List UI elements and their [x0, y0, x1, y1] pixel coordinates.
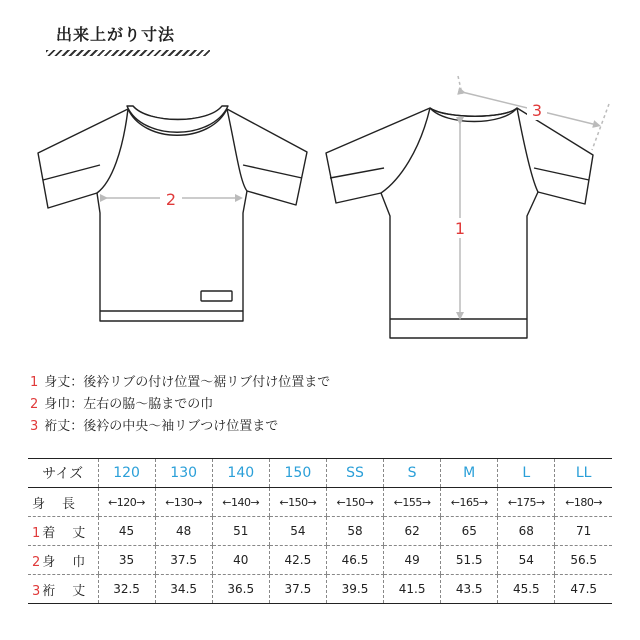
size-header-row [28, 459, 612, 488]
table-cell: ←155→ [384, 488, 441, 517]
legend-item [30, 394, 330, 416]
table-cell: ←180→ [555, 488, 612, 517]
row-label-text: 身 長 [32, 496, 78, 512]
table-cell: 39.5 [326, 575, 383, 604]
legend-num: 1 [30, 375, 39, 390]
table-cell: ←130→ [155, 488, 212, 517]
size-header-cell: 140 [212, 459, 269, 488]
legend-item [30, 416, 330, 438]
table-row [28, 517, 612, 546]
row-label [28, 488, 98, 517]
table-cell: 35 [98, 546, 155, 575]
row-label [28, 575, 98, 604]
table-cell: 48 [155, 517, 212, 546]
table-cell: ←175→ [498, 488, 555, 517]
table-cell: 36.5 [212, 575, 269, 604]
legend-text: 裄丈：後衿の中央〜袖リブつけ位置まで [44, 419, 279, 434]
size-header-cell: 120 [98, 459, 155, 488]
row-label-text: 裄 丈 [42, 583, 88, 599]
measurement-legend [30, 372, 330, 438]
table-cell: 46.5 [326, 546, 383, 575]
table-cell: 56.5 [555, 546, 612, 575]
size-header-cell: 150 [269, 459, 326, 488]
table-cell: ←120→ [98, 488, 155, 517]
size-header-cell: L [498, 459, 555, 488]
size-header-cell: M [441, 459, 498, 488]
legend-num: 3 [30, 419, 39, 434]
table-cell: 45 [98, 517, 155, 546]
table-cell: 42.5 [269, 546, 326, 575]
size-header-cell: S [384, 459, 441, 488]
table-cell: 45.5 [498, 575, 555, 604]
size-header-cell: LL [555, 459, 612, 488]
table-cell: ←150→ [269, 488, 326, 517]
table-cell: 34.5 [155, 575, 212, 604]
row-label-num: 2 [32, 554, 41, 570]
row-label [28, 517, 98, 546]
table-cell: 47.5 [555, 575, 612, 604]
table-cell: 49 [384, 546, 441, 575]
size-header-label: サイズ [28, 459, 98, 488]
table-cell: 58 [326, 517, 383, 546]
row-label-text: 身 巾 [42, 554, 88, 570]
table-cell: 51.5 [441, 546, 498, 575]
front-shirt [38, 106, 307, 321]
table-cell: 40 [212, 546, 269, 575]
table-cell: 37.5 [269, 575, 326, 604]
marker-3: 3 [531, 101, 543, 120]
table-cell: 62 [384, 517, 441, 546]
table-cell: 32.5 [98, 575, 155, 604]
table-cell: 51 [212, 517, 269, 546]
marker-1: 1 [454, 219, 466, 238]
table-cell: 68 [498, 517, 555, 546]
table-cell: 54 [498, 546, 555, 575]
legend-item [30, 372, 330, 394]
table-cell: ←165→ [441, 488, 498, 517]
table-cell: 71 [555, 517, 612, 546]
table-cell: ←140→ [212, 488, 269, 517]
size-header-cell: SS [326, 459, 383, 488]
size-table [28, 458, 612, 604]
table-cell: 54 [269, 517, 326, 546]
table-cell: 41.5 [384, 575, 441, 604]
table-row [28, 488, 612, 517]
legend-text: 身丈：後衿リブの付け位置〜裾リブ付け位置まで [44, 375, 331, 390]
table-row [28, 546, 612, 575]
table-cell: ←150→ [326, 488, 383, 517]
row-label-num: 3 [32, 583, 41, 599]
table-cell: 37.5 [155, 546, 212, 575]
table-row [28, 575, 612, 604]
row-label-num: 1 [32, 525, 41, 541]
legend-text: 身巾：左右の脇〜脇までの巾 [44, 397, 214, 412]
table-cell: 43.5 [441, 575, 498, 604]
table-cell: 65 [441, 517, 498, 546]
marker-2: 2 [165, 190, 177, 209]
page-title: 出来上がり寸法 [56, 25, 176, 44]
size-header-cell: 130 [155, 459, 212, 488]
legend-num: 2 [30, 397, 39, 412]
row-label [28, 546, 98, 575]
row-label-text: 着 丈 [42, 525, 88, 541]
